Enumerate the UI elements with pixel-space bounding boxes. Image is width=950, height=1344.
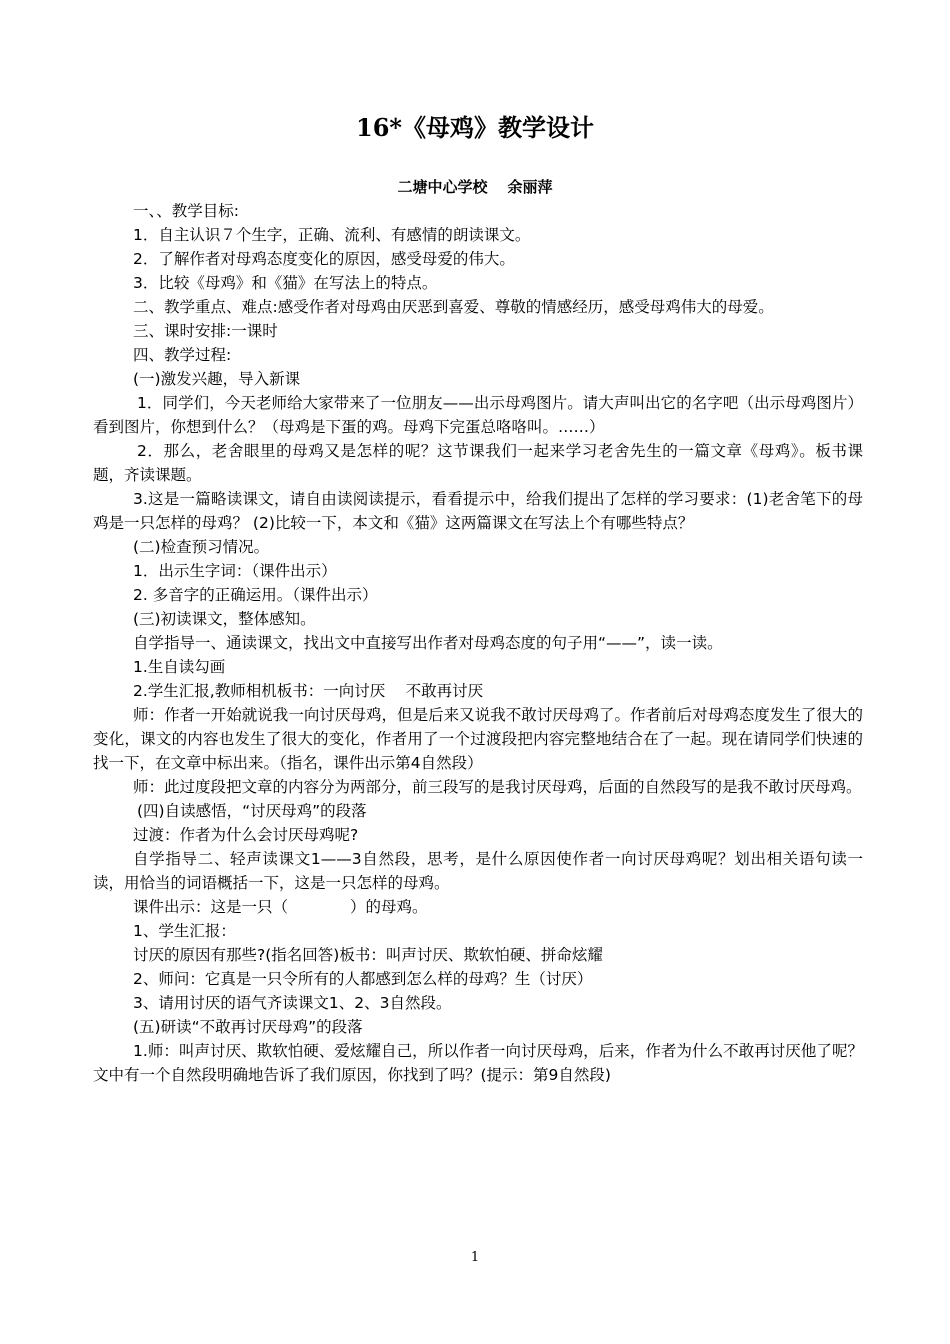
paragraph: 1.生自读勾画 [133,658,226,676]
author-line [0,176,950,197]
section-heading: 一、、教学目标: [133,202,239,220]
author-school: 二塘中心学校 [397,178,488,196]
paragraph: 自学指导二、轻声读课文1——3自然段，思考，是什么原因使作者一向讨厌母鸡呢？划出相关语句读一读，用恰当的词语概括一下，这是一只怎样的母鸡。 [93,850,863,892]
sub-heading: (二)检查预习情况。 [133,538,270,556]
paragraph: 1．出示生字词：（课件出示） [133,562,337,580]
page-number: 1 [470,1250,480,1265]
paragraph: 1、学生汇报： [133,922,236,940]
sub-heading: (一)激发兴趣，导入新课 [133,370,301,388]
paragraph: 3.这是一篇略读课文，请自由读阅读提示，看看提示中，给我们提出了怎样的学习要求：(1)老舍笔下的母鸡是一只怎样的母鸡？ (2)比较一下，本文和《猫》这两篇课文在写法上个有哪些特点？ [93,490,863,532]
paragraph: 1．自主认识７个生字，正确、流利、有感情的朗读课文。 [133,226,531,244]
paragraph: 师：作者一开始就说我一向讨厌母鸡，但是后来又说我不敢讨厌母鸡了。作者前后对母鸡态度发生了很大的变化，课文的内容也发生了很大的变化，作者用了一个过渡段把内容完整地结合在了一起。现在请同学们快速的找一下，在文章中标出来。（指名，课件出示第4自然段） [93,706,863,772]
paragraph: 2. 多音字的正确运用。（课件出示） [133,586,378,604]
paragraph: 3、请用讨厌的语气齐读课文1、2、3自然段。 [133,994,452,1012]
paragraph: 2、师问：它真是一只令所有的人都感到怎么样的母鸡？生（讨厌） [133,970,593,988]
paragraph: 3．比较《母鸡》和《猫》在写法上的特点。 [133,274,438,292]
section-heading: 四、教学过程: [133,346,232,364]
paragraph: 过渡：作者为什么会讨厌母鸡呢? [133,826,359,844]
sub-heading: (四)自读感悟，“讨厌母鸡”的段落 [137,802,367,820]
paragraph: 讨厌的原因有那些?(指名回答)板书：叫声讨厌、欺软怕硬、拼命炫耀 [133,946,603,964]
document-title: 16*《母鸡》教学设计 [356,113,594,142]
sub-heading: (三)初读课文，整体感知。 [133,610,316,628]
paragraph: 1.师：叫声讨厌、欺软怕硬、爱炫耀自己，所以作者一向讨厌母鸡，后来，作者为什么不敢再讨厌他了呢？文中有一个自然段明确地告诉了我们原因，你找到了吗？(提示：第9自然段) [93,1042,863,1084]
paragraph: 2.学生汇报,教师相机板书：一向讨厌 不敢再讨厌 [133,682,484,700]
section-heading: 三、课时安排:一课时 [133,322,278,340]
sub-heading: (五)研读“不敢再讨厌母鸡”的段落 [133,1018,363,1036]
document-body [93,199,863,1087]
paragraph: 2．那么，老舍眼里的母鸡又是怎样的呢？这节课我们一起来学习老舍先生的一篇文章《母鸡》。板书课题，齐读课题。 [93,442,863,484]
paragraph: 1．同学们，今天老师给大家带来了一位朋友——出示母鸡图片。请大声叫出它的名字吧（出示母鸡图片）看到图片，你想到什么？（母鸡是下蛋的鸡。母鸡下完蛋总咯咯叫。……） [93,394,863,436]
section-heading: 二、教学重点、难点:感受作者对母鸡由厌恶到喜爱、尊敬的情感经历，感受母鸡伟大的母爱。 [133,298,774,316]
author-name: 余丽萍 [507,178,553,196]
paragraph: 课件出示：这是一只（ ）的母鸡。 [133,898,428,916]
paragraph: 师：此过度段把文章的内容分为两部分，前三段写的是我讨厌母鸡，后面的自然段写的是我不敢讨厌母鸡。 [133,778,862,796]
paragraph: 2．了解作者对母鸡态度变化的原因，感受母爱的伟大。 [133,250,515,268]
paragraph: 自学指导一、通读课文，找出文中直接写出作者对母鸡态度的句子用“——”，读一读。 [133,634,723,652]
